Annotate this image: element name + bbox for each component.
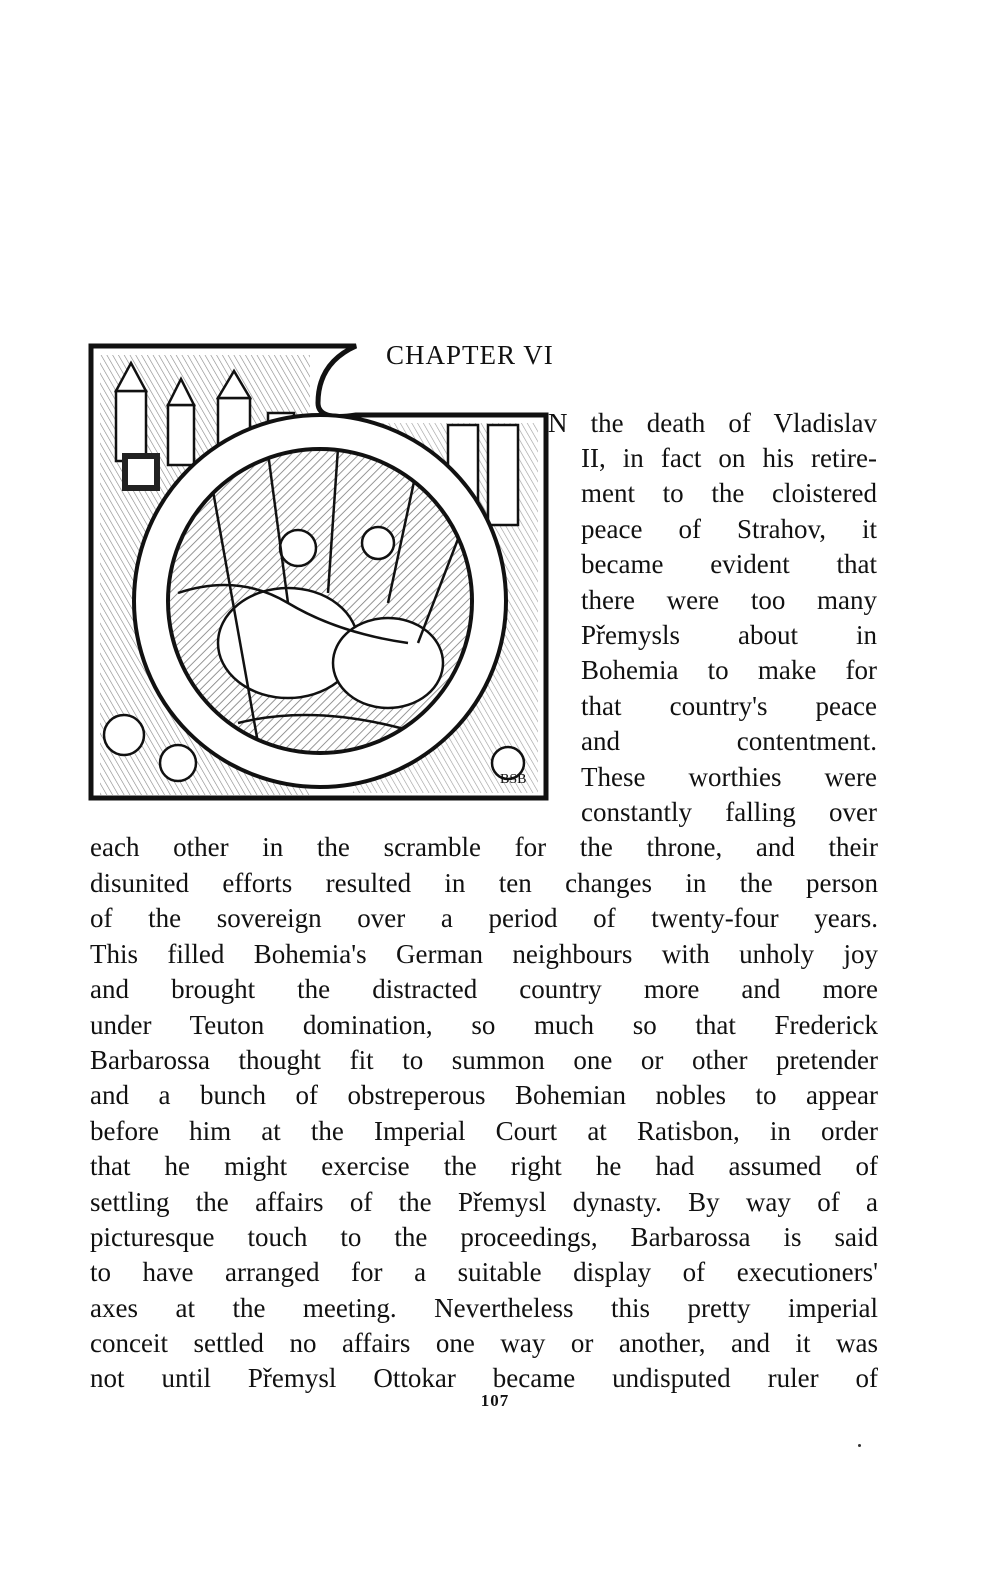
text-line: peace of Strahov, it (581, 514, 877, 544)
text-line: axes at the meeting. Nevertheless this pretty imperial (90, 1293, 878, 1323)
text-line: became evident that (581, 549, 877, 579)
text-line: before him at the Imperial Court at Ratisbon, in order (90, 1116, 878, 1146)
text-line: and brought the distracted country more and more (90, 974, 878, 1004)
text-line: and a bunch of obstreperous Bohemian nobles to appear (90, 1080, 878, 1110)
monogram: BSB (500, 772, 527, 787)
text-line: Přemysls about in (581, 620, 877, 650)
text-line: there were too many (581, 585, 877, 615)
illuminated-initial-o (88, 343, 552, 803)
text-line: ment to the cloistered (581, 478, 877, 508)
print-speck (858, 1444, 861, 1447)
text-line: Bohemia to make for (581, 655, 877, 685)
text-line: II, in fact on his retire- (581, 443, 877, 473)
page-number: 107 (480, 1391, 510, 1410)
text-line: picturesque touch to the proceedings, Barbarossa is said (90, 1222, 878, 1252)
text-line: each other in the scramble for the throne, and their (90, 832, 878, 862)
text-line: under Teuton domination, so much so that Frederick (90, 1010, 878, 1040)
text-line: settling the affairs of the Přemysl dynasty. By way of a (90, 1187, 878, 1217)
text-line: constantly falling over (581, 797, 877, 827)
text-line: These worthies were (581, 762, 877, 792)
text-line: that country's peace (581, 691, 877, 721)
text-line: Barbarossa thought fit to summon one or other pretender (90, 1045, 878, 1075)
text-line: not until Přemysl Ottokar became undisputed ruler of (90, 1363, 878, 1393)
text-line: conceit settled no affairs one way or another, and it was (90, 1328, 878, 1358)
text-line: that he might exercise the right he had assumed of (90, 1151, 878, 1181)
text-line: This filled Bohemia's German neighbours with unholy joy (90, 939, 878, 969)
text-line: to have arranged for a suitable display of executioners' (90, 1257, 878, 1287)
chapter-title: CHAPTER VI (386, 340, 554, 370)
text-line: of the sovereign over a period of twenty-four years. (90, 903, 878, 933)
text-line: disunited efforts resulted in ten changes in the person (90, 868, 878, 898)
text-line: N the death of Vladislav (548, 408, 877, 438)
text-line: and contentment. (581, 726, 877, 756)
